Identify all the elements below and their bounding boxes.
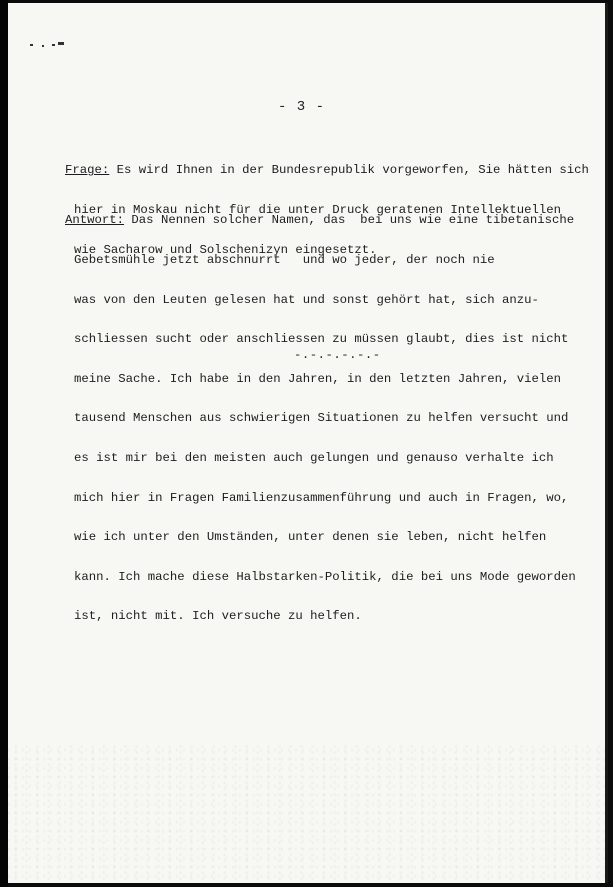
answer-line: wie ich unter den Umständen, unter denen sie leben, nicht helfen (74, 530, 547, 545)
answer-line: kann. Ich mache diese Halbstarken-Politik, die bei uns Mode geworden (74, 569, 576, 584)
document-page (8, 3, 608, 883)
scan-speck (42, 45, 44, 47)
scan-noise (8, 743, 605, 883)
answer-line: es ist mir bei den meisten auch gelungen und genauso verhalte ich (74, 450, 554, 465)
scan-speck (58, 42, 64, 45)
scan-speck (52, 44, 55, 46)
answer-label: Antwort: (65, 213, 125, 228)
question-line: hier in Moskau nicht für die unter Druck geratenen Intellektuellen (74, 203, 562, 217)
answer-line: meine Sache. Ich habe in den Jahren, in den letzten Jahren, vielen (74, 371, 562, 386)
question-line: Es wird Ihnen in der Bundesrepublik vorgeworfen, Sie hätten sich (109, 163, 589, 178)
page-number: - 3 - (278, 99, 326, 115)
answer-line: Gebetsmühle jetzt abschnurrt und wo jeder, der noch nie (74, 253, 495, 267)
answer-block (65, 188, 595, 650)
answer-line: schliessen sucht oder anschliessen zu müssen glaubt, dies ist nicht (74, 332, 569, 347)
section-separator: -.-.-.-.-.- (294, 348, 381, 362)
answer-line: Das Nennen solcher Namen, das bei uns wie eine tibetanische (124, 213, 575, 228)
answer-line: mich hier in Fragen Familienzusammenführung und auch in Fragen, wo, (74, 490, 569, 505)
answer-line: was von den Leuten gelesen hat und sonst gehört hat, sich anzu- (74, 292, 539, 307)
question-line: wie Sacharow und Solschenizyn eingesetzt. (74, 242, 377, 257)
answer-line: tausend Menschen aus schwierigen Situationen zu helfen versucht und (74, 411, 569, 426)
question-label: Frage: (65, 163, 110, 178)
scan-left-edge (0, 0, 8, 887)
scan-speck (30, 44, 33, 46)
answer-line: ist, nicht mit. Ich versuche zu helfen. (74, 609, 362, 624)
